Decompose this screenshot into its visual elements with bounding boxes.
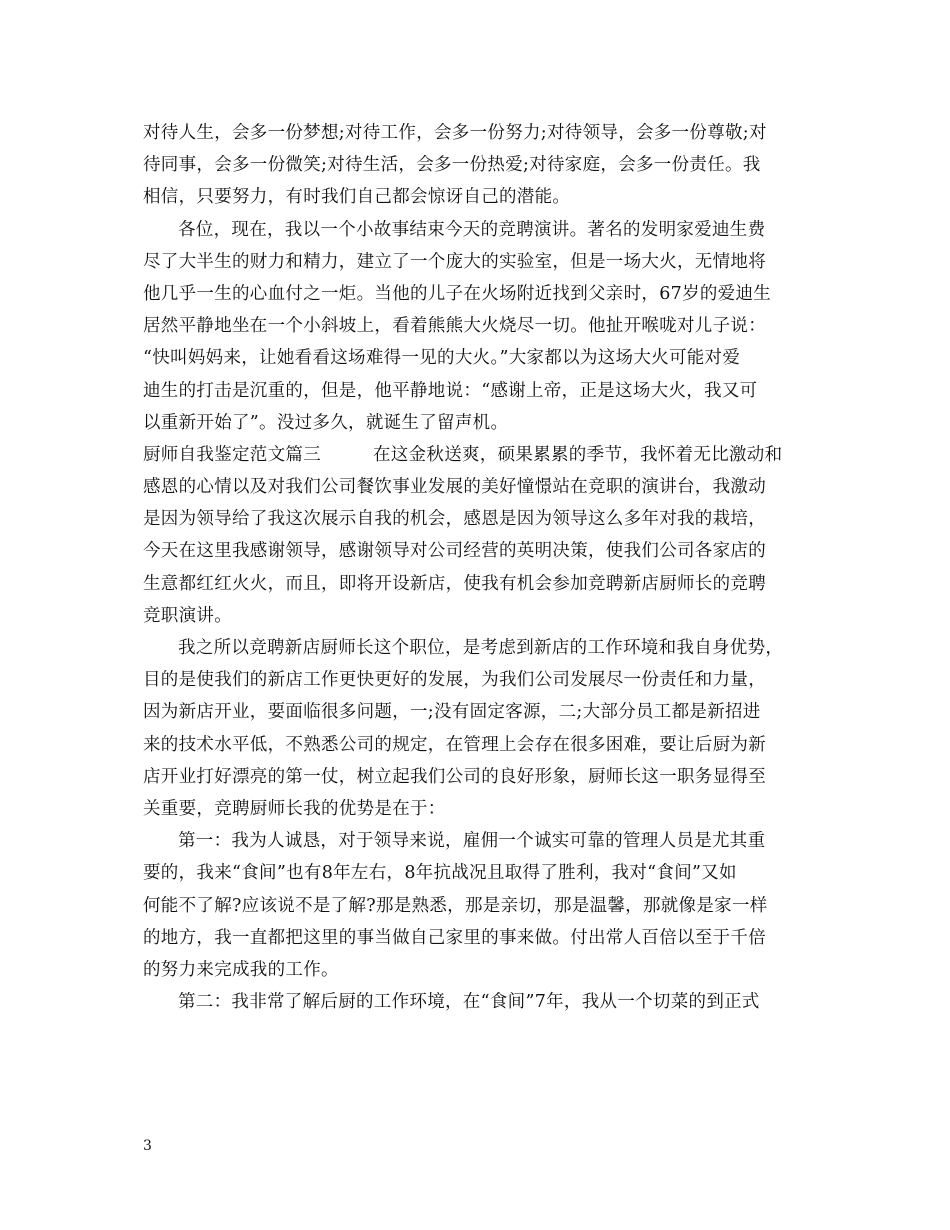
text-line: 竞职演讲。 [143, 605, 232, 626]
text-line: 来的技术水平低，不熟悉公司的规定，在管理上会存在很多困难，要让后厨为新 [143, 734, 766, 755]
text-line: 店开业打好漂亮的第一仗，树立起我们公司的良好形象，厨师长这一职务显得至 [143, 766, 766, 787]
text-line: 相信，只要努力，有时我们自己都会惊讶自己的潜能。 [143, 187, 571, 208]
text-line: 因为新店开业，要面临很多问题，一;没有固定客源，二;大部分员工都是新招进 [143, 702, 761, 723]
text-line: 我之所以竞聘新店厨师长这个职位，是考虑到新店的工作环境和我自身优势， [178, 638, 784, 658]
text-line: 今天在这里我感谢领导，感谢领导对公司经营的英明决策，使我们公司各家店的 [143, 541, 766, 562]
section-title: 厨师自我鉴定范文篇三 [143, 444, 321, 465]
text-line: 各位，现在，我以一个小故事结束今天的竞聘演讲。著名的发明家爱迪生费 [178, 219, 766, 240]
text-line: 尽了大半生的财力和精力，建立了一个庞大的实验室，但是一场大火，无情地将 [143, 251, 766, 272]
text-line: 对待人生，会多一份梦想;对待工作，会多一份努力;对待领导，会多一份尊敬;对 [143, 123, 767, 143]
document-body [143, 117, 823, 1018]
text-line: 生意都红红火火，而且，即将开设新店，使我有机会参加竞聘新店厨师长的竞聘 [143, 573, 766, 594]
text-line: 居然平静地坐在一个小斜坡上，看着熊熊大火烧尽一切。他扯开喉咙对儿子说： [143, 316, 766, 337]
text-line: 他几乎一生的心血付之一炬。当他的儿子在火场附近找到父亲时，67岁的爱迪生 [143, 283, 772, 304]
page-number: 3 [143, 1138, 152, 1154]
text-line: 目的是使我们的新店工作更快更好的发展，为我们公司发展尽一份责任和力量， [143, 670, 766, 691]
section-heading-line [143, 439, 823, 471]
text-line: 第二：我非常了解后厨的工作环境，在“食间”7年，我从一个切菜的到正式 [178, 992, 760, 1013]
text-line: 的地方，我一直都把这里的事当做自己家里的事来做。付出常人百倍以至于千倍 [143, 927, 766, 948]
text-line: 是因为领导给了我这次展示自我的机会，感恩是因为领导这么多年对我的栽培， [143, 509, 766, 530]
text-line: 要的，我来“食间”也有8年左右，8年抗战况且取得了胜利，我对“食间”又如 [143, 863, 737, 884]
text-line: 以重新开始了”。没过多久，就诞生了留声机。 [143, 412, 509, 433]
text-line: 第一：我为人诚恳，对于领导来说，雇佣一个诚实可靠的管理人员是尤其重 [178, 831, 766, 852]
text-line: 何能不了解?应该说不是了解?那是熟悉，那是亲切，那是温馨，那就像是家一样 [143, 895, 768, 916]
text-line: 的努力来完成我的工作。 [143, 959, 339, 980]
text-line: 待同事，会多一份微笑;对待生活，会多一份热爱;对待家庭，会多一份责任。我 [143, 155, 761, 176]
section-opening-text: 在这金秋送爽，硕果累累的季节，我怀着无比激动和 [373, 444, 783, 465]
text-line: 感恩的心情以及对我们公司餐饮事业发展的美好憧憬站在竞职的演讲台，我激动 [143, 477, 766, 498]
text-line: 关重要，竞聘厨师长我的优势是在于： [143, 798, 446, 819]
text-line: “快叫妈妈来，让她看看这场难得一见的大火。”大家都以为这场大火可能对爱 [143, 348, 741, 369]
text-line: 迪生的打击是沉重的，但是，他平静地说：“感谢上帝，正是这场大火，我又可 [143, 380, 758, 401]
